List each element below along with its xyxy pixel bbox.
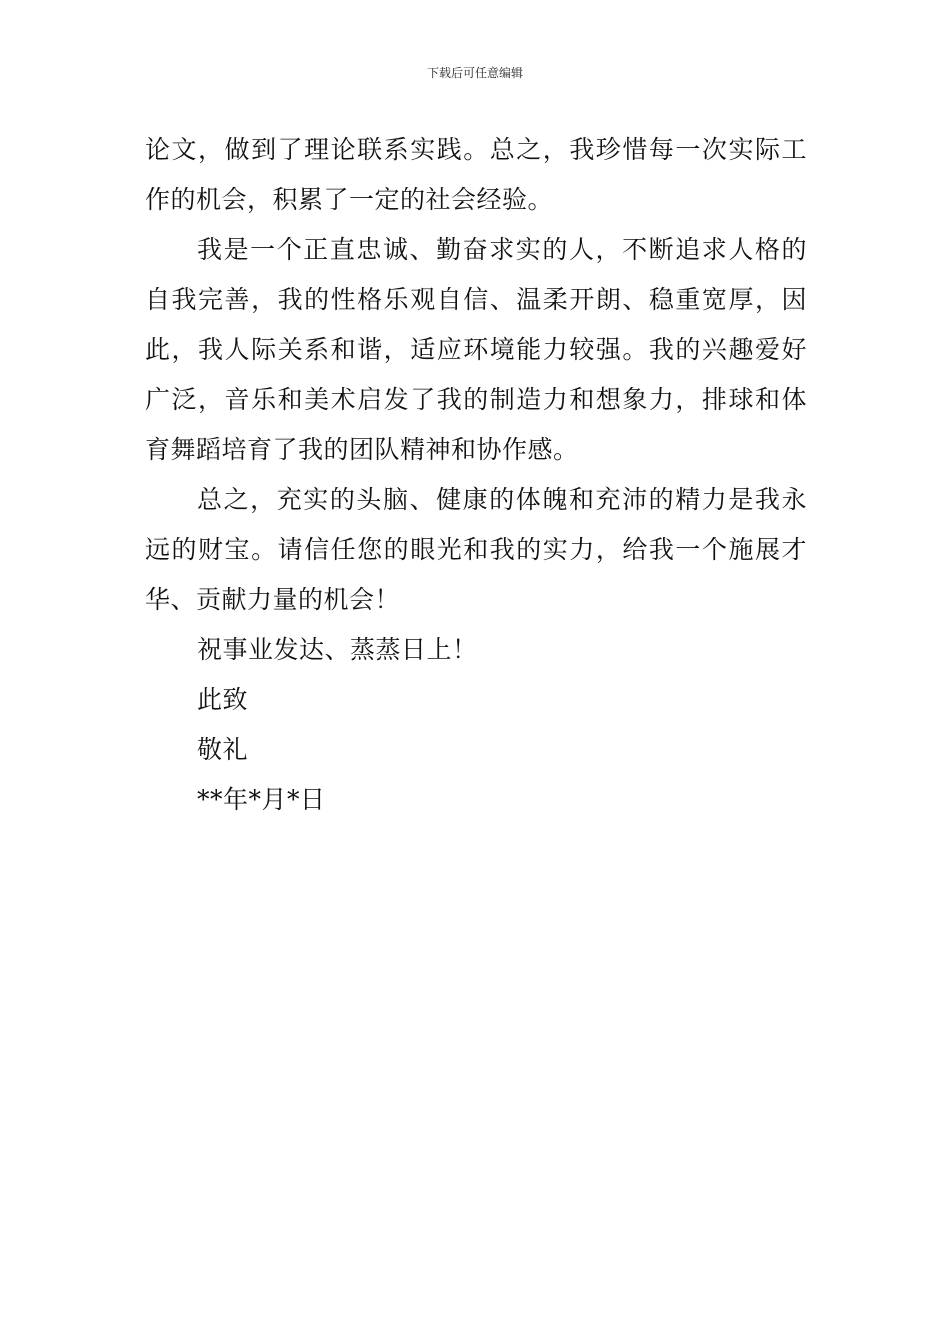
closing-regards: 敬礼	[197, 735, 249, 764]
closing-salutation: 此致	[197, 685, 249, 714]
page-header: 下载后可任意编辑	[426, 66, 523, 80]
paragraph-self-description: 我是一个正直忠诚、勤奋求实的人，不断追求人格的自我完善，我的性格乐观自信、温柔开朗、稳重宽厚，因此，我人际关系和谐，适应环境能力较强。我的兴趣爱好广泛，音乐和美术启发了我的制造力和想象力，排球和体育舞蹈培育了我的团队精神和协作感。	[145, 235, 807, 464]
document-body	[145, 125, 807, 825]
closing-date: **年*月*日	[197, 785, 326, 814]
closing-wish: 祝事业发达、蒸蒸日上！	[197, 635, 478, 664]
paragraph-continuation: 论文，做到了理论联系实践。总之，我珍惜每一次实际工作的机会，积累了一定的社会经验。	[145, 135, 807, 214]
paragraph-conclusion: 总之，充实的头脑、健康的体魄和充沛的精力是我永远的财宝。请信任您的眼光和我的实力，给我一个施展才华、贡献力量的机会！	[145, 485, 807, 614]
